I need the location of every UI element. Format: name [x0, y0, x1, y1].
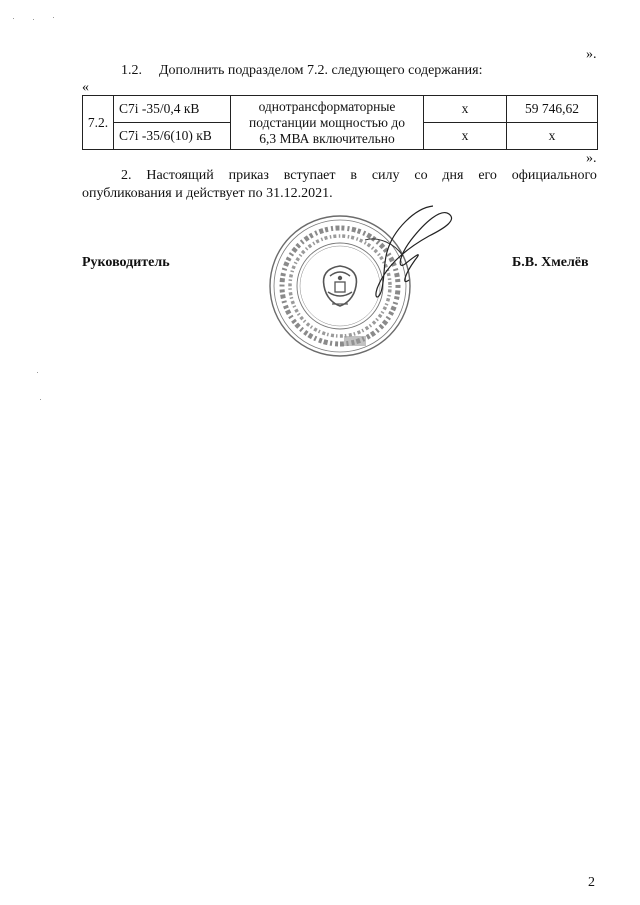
row-number-cell	[83, 96, 114, 150]
row-number: 7.2.	[87, 114, 109, 130]
description-line: подстанции мощностью до	[249, 114, 405, 130]
signatory-name: Б.В. Хмелёв	[512, 255, 589, 270]
code-value: C7i -35/0,4 кВ	[119, 101, 200, 116]
word: силу	[371, 168, 400, 183]
word: дня	[442, 168, 464, 183]
closing-quote-top: ».	[586, 47, 597, 62]
value-2-cell	[507, 96, 598, 123]
tariff-table	[82, 95, 598, 150]
word: 2.	[121, 168, 132, 183]
word: официального	[511, 168, 597, 183]
item-2-line-2: опубликования и действует по 31.12.2021.	[82, 186, 333, 201]
item-2-line-1	[121, 167, 597, 184]
value-1-cell	[424, 96, 507, 123]
opening-quote: «	[82, 80, 89, 95]
scan-speck	[37, 372, 38, 373]
signatory-position: Руководитель	[82, 255, 170, 270]
value-2: 59 746,62	[525, 101, 579, 116]
code-value: C7i -35/6(10) кВ	[119, 128, 212, 143]
value-1-cell	[424, 123, 507, 150]
word: вступает	[283, 168, 336, 183]
code-cell	[114, 123, 231, 150]
handwritten-signature	[345, 200, 465, 310]
value-2: х	[548, 128, 556, 143]
word: со	[414, 168, 428, 183]
word: Настоящий	[146, 168, 214, 183]
scan-speck	[13, 18, 14, 19]
scan-speck	[53, 17, 54, 18]
scan-speck	[33, 19, 34, 20]
closing-quote-table: ».	[586, 151, 597, 166]
value-2-cell	[507, 123, 598, 150]
item-1-2-text: Дополнить подразделом 7.2. следующего содержания:	[159, 63, 483, 78]
item-1-2-number: 1.2.	[121, 63, 142, 78]
word: в	[350, 168, 357, 183]
value-1: х	[461, 128, 469, 143]
description-line: однотрансформаторные	[258, 98, 396, 114]
table-row	[83, 96, 598, 123]
description-cell	[231, 96, 424, 150]
code-cell	[114, 96, 231, 123]
page-number: 2	[588, 875, 595, 890]
word: приказ	[228, 168, 269, 183]
description-line: 6,3 МВА включительно	[259, 130, 395, 146]
value-1: х	[461, 101, 469, 116]
word: его	[478, 168, 497, 183]
scan-speck	[40, 399, 41, 400]
